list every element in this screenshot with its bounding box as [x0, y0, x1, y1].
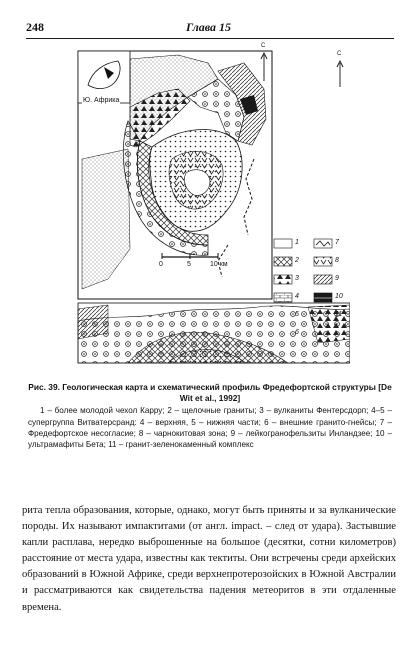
- legend-num-3: 3: [295, 275, 299, 282]
- legend-num-6: 6: [295, 329, 299, 336]
- figure-caption: [28, 382, 392, 451]
- legend-num-7: 7: [335, 239, 339, 246]
- legend-num-8: 8: [335, 257, 339, 264]
- legend-num-2: 2: [295, 257, 299, 264]
- legend-num-10: 10: [335, 293, 343, 300]
- scale-label-10: 10 км: [210, 261, 228, 268]
- chapter-title: Глава 15: [186, 20, 232, 34]
- legend-num-11: 11: [335, 311, 343, 318]
- header-rule: [26, 38, 394, 39]
- caption-title: Рис. 39. Геологическая карта и схематический профиль Фредефортской структуры [De Wit et al., 1992]: [28, 382, 392, 404]
- running-header: [26, 20, 394, 38]
- geological-map-figure: [68, 43, 350, 367]
- legend-num-1: 1: [295, 239, 299, 246]
- page-number: 248: [26, 20, 44, 34]
- north-label: С: [261, 43, 266, 49]
- body-text: [22, 503, 396, 616]
- scale-label-0: 0: [159, 261, 163, 268]
- inset-label: Ю. Африка: [83, 97, 120, 104]
- north-label-profile: С: [337, 51, 342, 57]
- legend-num-5: 5: [295, 311, 299, 318]
- legend-num-4: 4: [295, 293, 299, 300]
- scale-label-5: 5: [187, 261, 191, 268]
- body-paragraph: рита тепла образования, которые, однако, могут быть приняты и за вулканические породы. Их называют импактитами (от англ. impact. – след от удара). Застывшие капли расплава, нередко выброшенные на большое (десятки, сотни километров) расстояние от места удара, известны как тектиты. Они встречены среди архейских образований в Южной Африке, среди верхнепротерозойских в Южной Австралии и рассматриваются как свидетельства падения метеоритов в эти отдаленные времена.: [22, 505, 396, 613]
- caption-legend-text: 1 – более молодой чехол Карру; 2 – щелочные граниты; 3 – вулканиты Фентерсдорп; 4–5 – супергруппа Витватерсранд: 4 – верхняя, 5 – нижняя части; 6 – внешние гранито-гнейсы; 7 – Фредефортское несогласие; 8 – чарнокитовая зона; 9 – лейкогранофельзиты Инландзее; 10 – ультрамафиты Бета; 11 – гранит-зеленокаменный комплекс: [28, 406, 392, 450]
- legend-num-9: 9: [335, 275, 339, 282]
